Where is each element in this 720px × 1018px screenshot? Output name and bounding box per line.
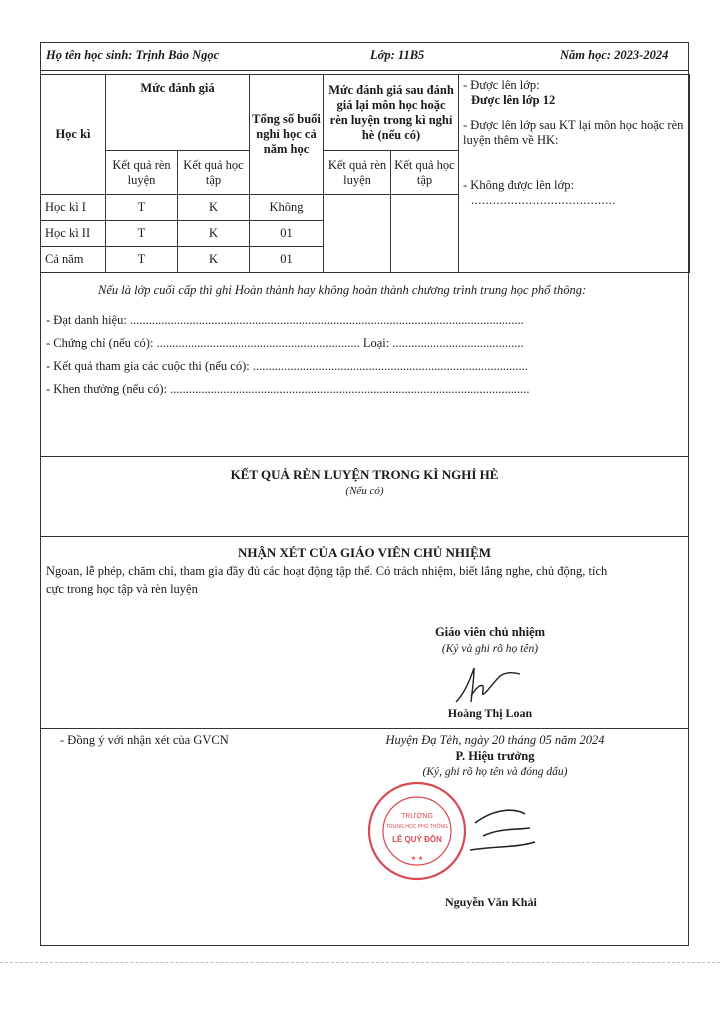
field-title: - Đạt danh hiệu: ..............................................................................................................................	[46, 313, 524, 327]
class-label: Lớp: 11B5	[370, 48, 425, 62]
teacher-instruction: (Ký và ghi rõ họ tên)	[441, 643, 539, 655]
section-divider-3	[40, 728, 689, 729]
header-reeval-conduct: Kết quả rèn luyện	[324, 151, 391, 195]
header-eval-study: Kết quả học tập	[178, 151, 250, 195]
comment-line-2: cực trong học tập và rèn luyện	[46, 582, 198, 596]
header-reevaluation: Mức đánh giá sau đánh giá lại môn học hoặc rèn luyện trong kì nghỉ hè (nếu có)	[324, 75, 459, 151]
comment-title: NHẬN XÉT CỦA GIÁO VIÊN CHỦ NHIỆM	[237, 545, 492, 560]
row-label: Học kì II	[41, 221, 106, 247]
principal-instruction: (Ký, ghi rõ họ tên và đóng dấu)	[422, 766, 568, 778]
row-absent: 01	[250, 247, 324, 273]
row-label: Học kì I	[41, 195, 106, 221]
teacher-role: Giáo viên chủ nhiệm	[434, 625, 546, 639]
summer-title: KẾT QUẢ RÈN LUYỆN TRONG KÌ NGHỈ HÈ	[230, 467, 499, 482]
summer-note: (Nếu có)	[345, 485, 384, 497]
header-semester: Học kì	[41, 75, 106, 195]
field-contest: - Kết quả tham gia các cuộc thi (nếu có): ........................................................................................	[46, 359, 528, 373]
svg-text:★ ★: ★ ★	[410, 856, 424, 862]
section-divider-2	[40, 536, 689, 537]
comment-line-1: Ngoan, lễ phép, chăm chỉ, tham gia đầy đủ các hoạt động tập thể. Có trách nhiệm, biết lắng nghe, chủ động, tích	[46, 564, 608, 578]
results-table	[40, 74, 690, 273]
final-note: Nếu là lớp cuối cấp thì ghi Hoàn thành hay không hoàn thành chương trình trung học phổ thông:	[98, 283, 587, 297]
principal-date: Huyện Đạ Tẻh, ngày 20 tháng 05 năm 2024	[385, 733, 605, 747]
row-label: Cả năm	[41, 247, 106, 273]
page-bottom-edge	[0, 962, 720, 963]
promoted-value: Được lên lớp 12	[471, 93, 556, 107]
not-promoted-dots: ........................................	[471, 193, 616, 207]
header-divider	[40, 70, 689, 71]
header-evaluation: Mức đánh giá	[106, 75, 250, 151]
not-promoted-label: - Không được lên lớp:	[463, 178, 574, 192]
teacher-name: Hoàng Thị Loan	[447, 706, 533, 720]
field-award: - Khen thưởng (nếu có): ...................................................................................................................	[46, 382, 530, 396]
promoted-label: - Được lên lớp:	[463, 78, 540, 92]
row-conduct: T	[106, 195, 178, 221]
header-eval-conduct: Kết quả rèn luyện	[106, 151, 178, 195]
promotion-cell	[459, 75, 690, 273]
row-absent: 01	[250, 221, 324, 247]
principal-agree: - Đồng ý với nhận xét của GVCN	[60, 733, 229, 747]
row-conduct: T	[106, 247, 178, 273]
row-conduct: T	[106, 221, 178, 247]
row-study: K	[178, 195, 250, 221]
section-divider-1	[40, 456, 689, 457]
svg-text:TRUNG HỌC PHỔ THÔNG: TRUNG HỌC PHỔ THÔNG	[386, 824, 448, 830]
field-certificate: - Chứng chỉ (nếu có): ................................................................. Loại: ..........................................	[46, 336, 524, 350]
principal-name: Nguyễn Văn Khải	[445, 895, 537, 909]
teacher-signature	[450, 662, 530, 710]
after-retest-label: - Được lên lớp sau KT lại môn học hoặc rèn luyện thêm về HK:	[463, 118, 684, 147]
header-absent: Tổng số buổi nghỉ học cả năm học	[250, 75, 324, 195]
svg-text:LÊ QUÝ ĐÔN: LÊ QUÝ ĐÔN	[392, 835, 442, 844]
row-study: K	[178, 247, 250, 273]
row-reeval-conduct	[324, 195, 391, 273]
school-stamp	[365, 778, 545, 888]
svg-text:TRƯỜNG: TRƯỜNG	[401, 813, 433, 820]
row-study: K	[178, 221, 250, 247]
row-reeval-study	[391, 195, 459, 273]
principal-role: P. Hiệu trưởng	[455, 749, 535, 763]
student-name: Họ tên học sinh: Trịnh Bảo Ngọc	[46, 48, 220, 62]
school-year: Năm học: 2023-2024	[560, 48, 669, 62]
row-absent: Không	[250, 195, 324, 221]
header-reeval-study: Kết quả học tập	[391, 151, 459, 195]
